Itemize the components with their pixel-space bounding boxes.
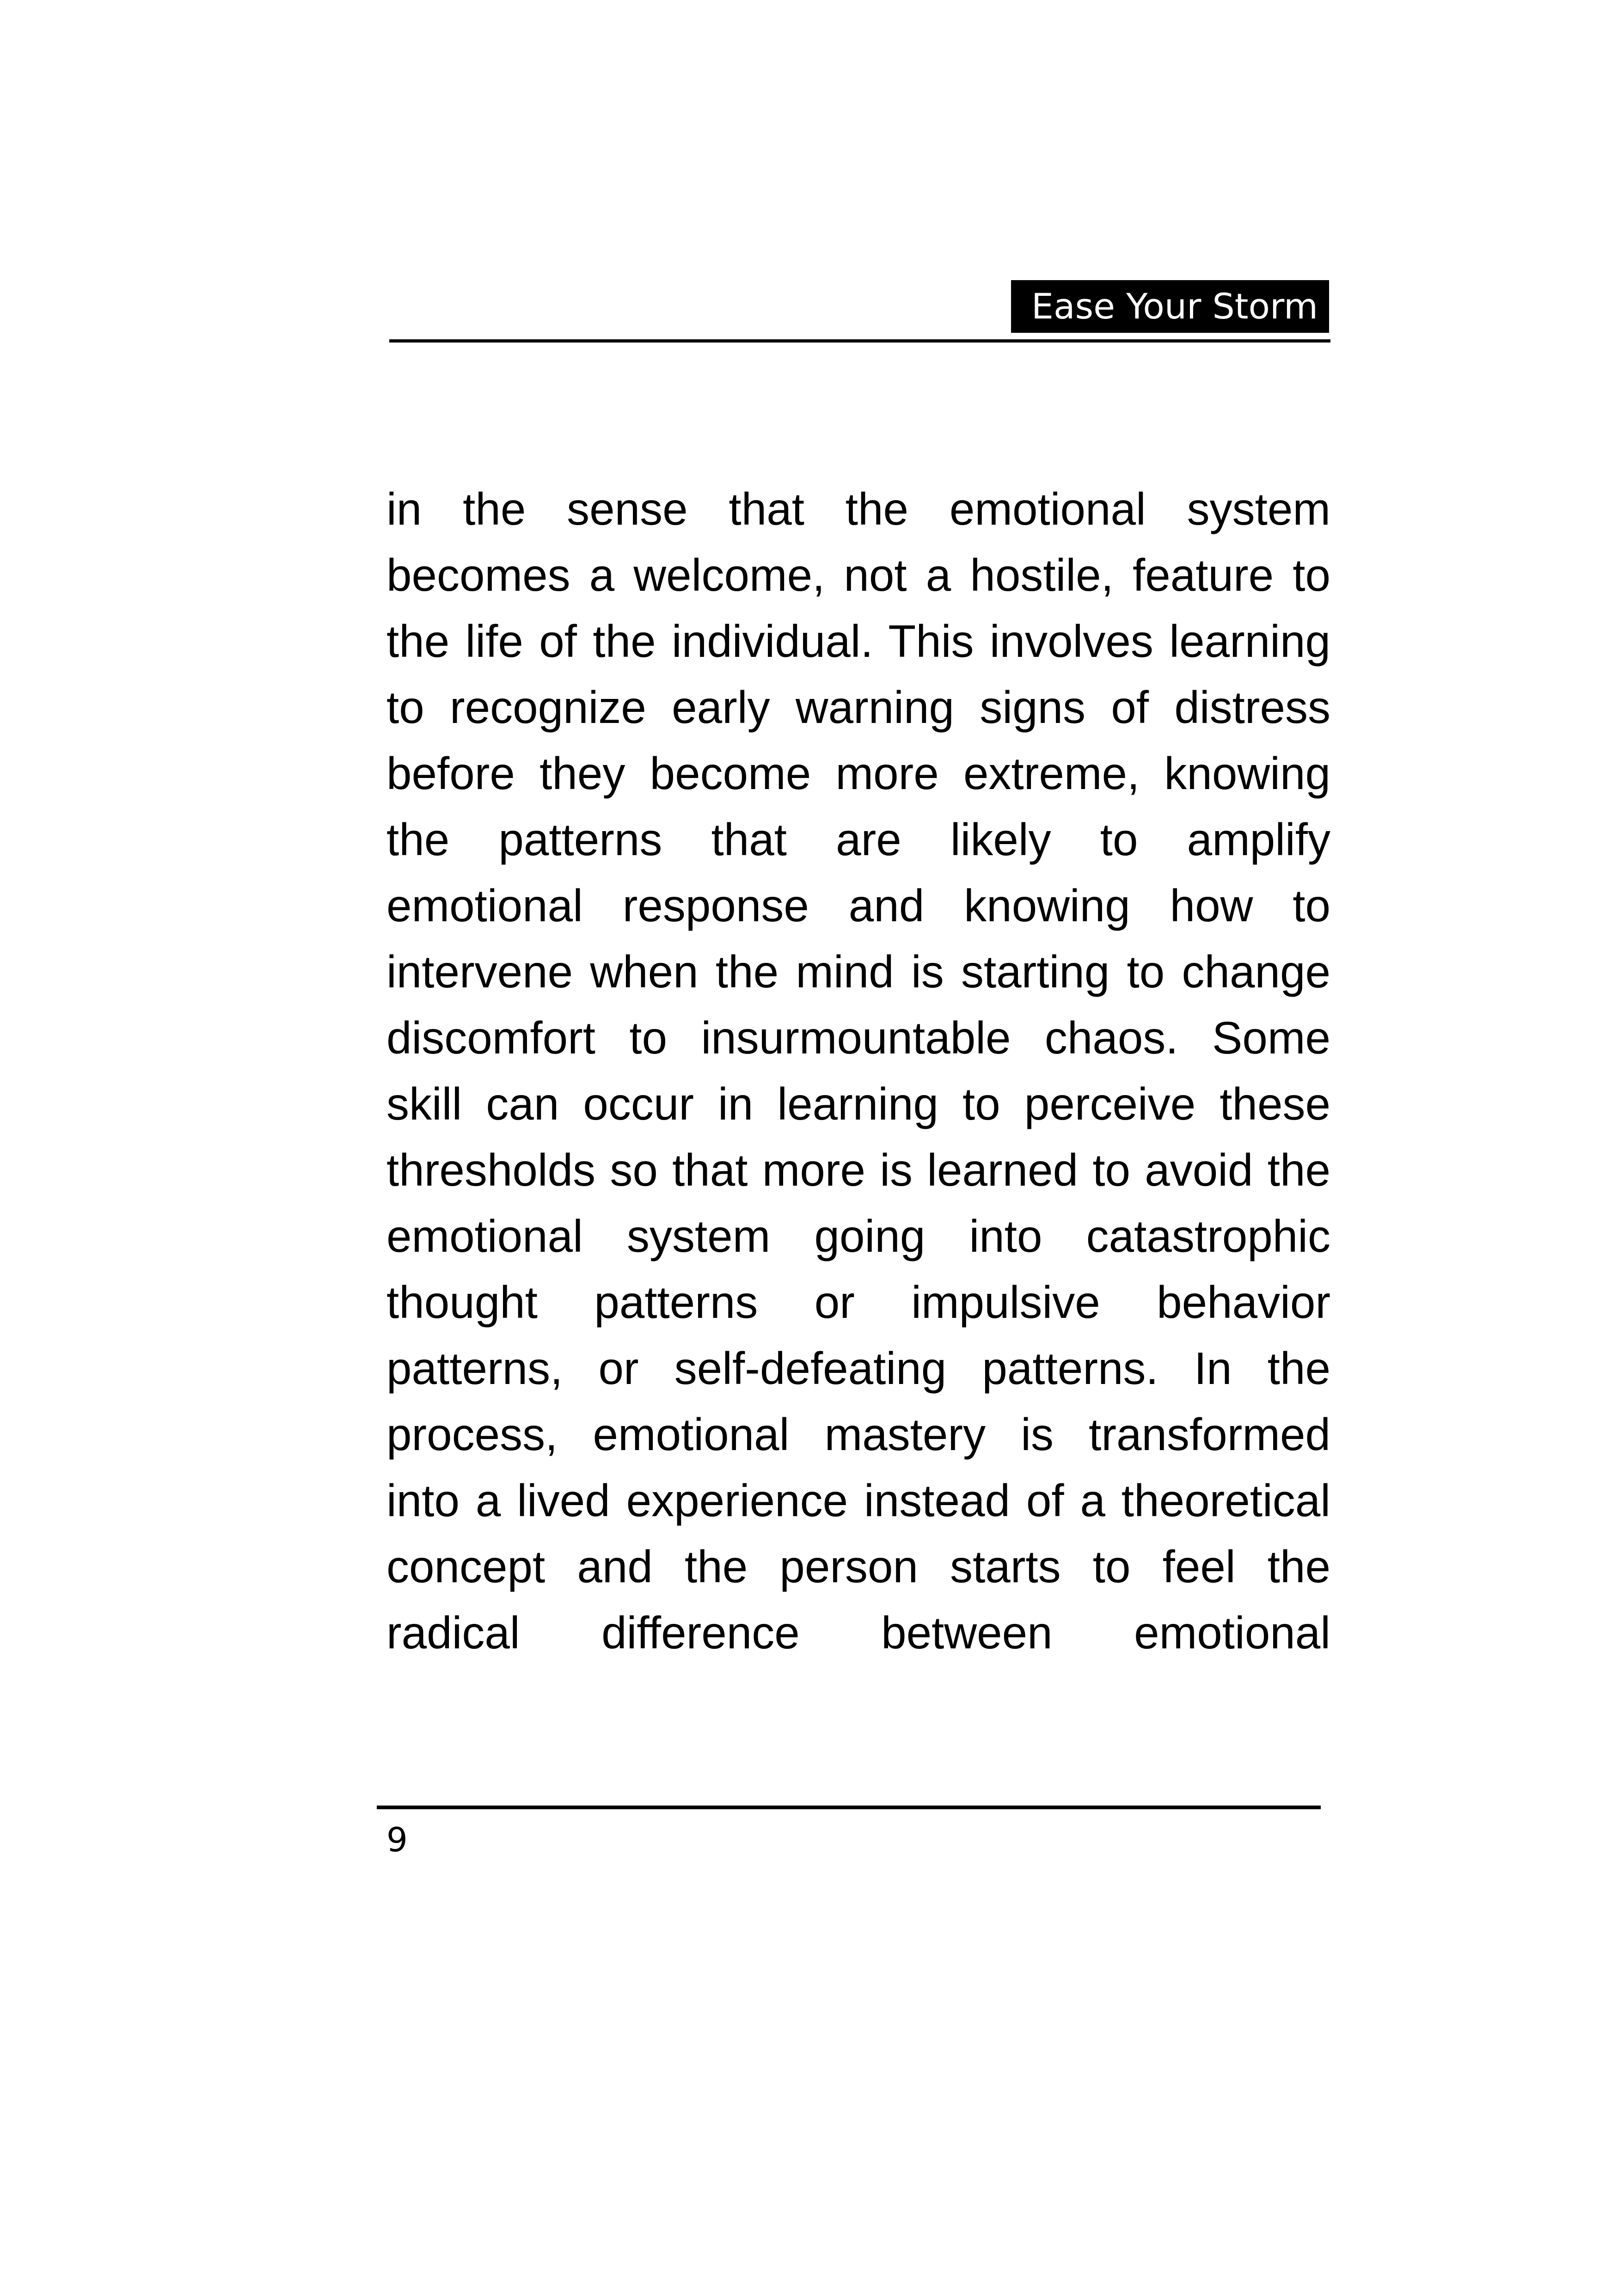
footer-divider bbox=[377, 1806, 1321, 1809]
text-line: patterns, or self-defeating patterns. In the bbox=[386, 1343, 1330, 1394]
text-line: before they become more extreme, knowing bbox=[386, 748, 1330, 799]
text-line: the patterns that are likely to amplify bbox=[386, 814, 1330, 865]
text-line: thresholds so that more is learned to avoid the bbox=[386, 1145, 1330, 1195]
text-line: radical difference between emotional bbox=[386, 1607, 1330, 1658]
text-line: intervene when the mind is starting to change bbox=[386, 946, 1330, 997]
text-line: the life of the individual. This involves learning bbox=[386, 616, 1330, 667]
text-line: emotional system going into catastrophic bbox=[386, 1211, 1330, 1261]
text-line: to recognize early warning signs of distress bbox=[386, 682, 1330, 733]
text-line: in the sense that the emotional system bbox=[386, 484, 1330, 534]
text-line: thought patterns or impulsive behavior bbox=[386, 1277, 1330, 1328]
running-header bbox=[0, 0, 1618, 351]
text-line: skill can occur in learning to perceive these bbox=[386, 1078, 1330, 1129]
page-number: 9 bbox=[386, 1820, 408, 1859]
body-paragraph bbox=[386, 476, 1330, 1666]
text-line: concept and the person starts to feel the bbox=[386, 1541, 1330, 1592]
text-line: process, emotional mastery is transformed bbox=[386, 1409, 1330, 1460]
text-line: emotional response and knowing how to bbox=[386, 880, 1330, 931]
text-line: becomes a welcome, not a hostile, feature to bbox=[386, 550, 1330, 600]
text-line: discomfort to insurmountable chaos. Some bbox=[386, 1012, 1330, 1063]
running-header-title: Ease Your Storm bbox=[1011, 280, 1329, 333]
header-divider bbox=[389, 339, 1330, 343]
text-line: into a lived experience instead of a theoretical bbox=[386, 1475, 1330, 1526]
